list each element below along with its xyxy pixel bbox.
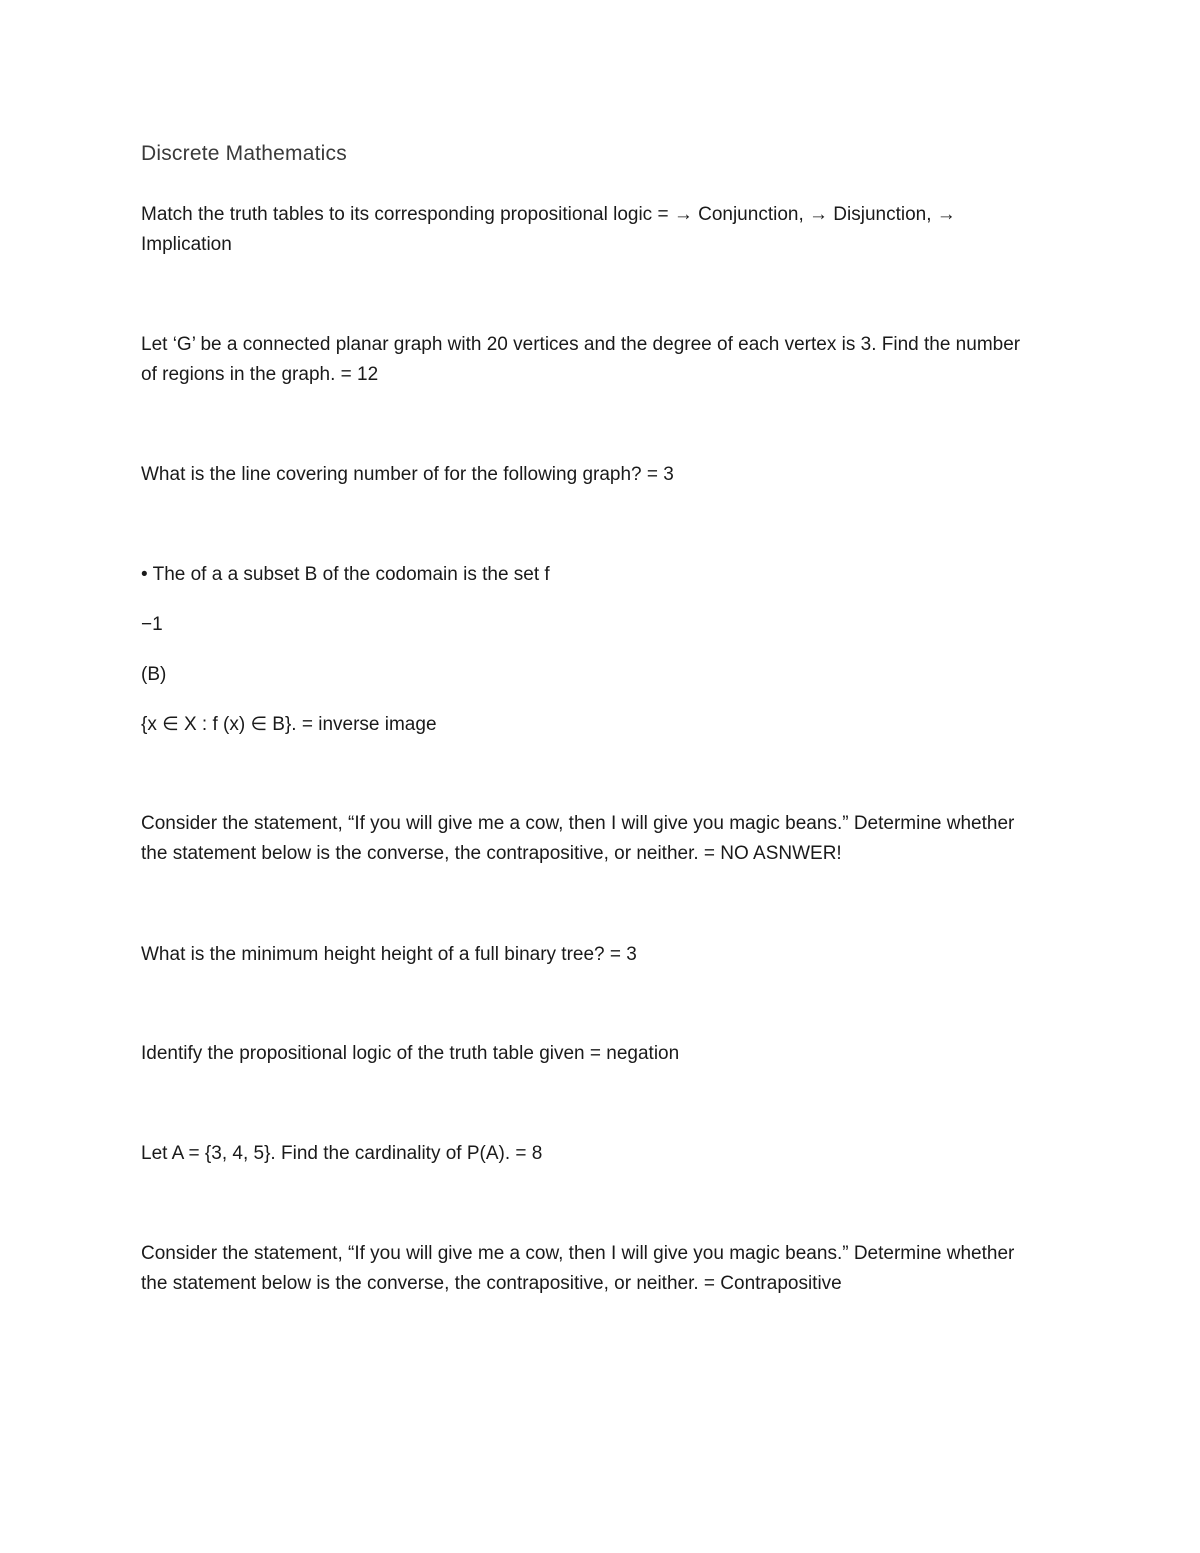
- question-2-line-1: Let ‘G’ be a connected planar graph with 20 vertices and the degree of each vertex is 3. Find the number: [141, 334, 1021, 355]
- question-2-line-2: of regions in the graph. = 12: [141, 364, 379, 385]
- question-4-line-1: • The of a a subset B of the codomain is the set f: [141, 564, 550, 585]
- document-title: Discrete Mathematics: [141, 142, 347, 165]
- question-8-line-1: Let A = {3, 4, 5}. Find the cardinality of P(A). = 8: [141, 1143, 543, 1164]
- question-5-line-1: Consider the statement, “If you will give me a cow, then I will give you magic beans.” Determine whether: [141, 813, 1015, 834]
- question-4-line-3: (B): [141, 664, 167, 685]
- question-1-line-2: Implication: [141, 234, 232, 255]
- question-7-line-1: Identify the propositional logic of the truth table given = negation: [141, 1043, 680, 1064]
- question-6-line-1: What is the minimum height height of a full binary tree? = 3: [141, 944, 637, 965]
- question-5-line-2: the statement below is the converse, the contrapositive, or neither. = NO ASNWER!: [141, 843, 842, 864]
- question-4-line-2: −1: [141, 614, 163, 635]
- question-4-line-4: {x ∈ X : f (x) ∈ B}. = inverse image: [141, 714, 437, 735]
- question-3-line-1: What is the line covering number of for the following graph? = 3: [141, 464, 674, 485]
- question-1-line-1: Match the truth tables to its corresponding propositional logic = → Conjunction, → Disjunction, →: [141, 204, 956, 225]
- question-9-line-2: the statement below is the converse, the contrapositive, or neither. = Contrapositive: [141, 1273, 842, 1294]
- question-9-line-1: Consider the statement, “If you will give me a cow, then I will give you magic beans.” Determine whether: [141, 1243, 1015, 1264]
